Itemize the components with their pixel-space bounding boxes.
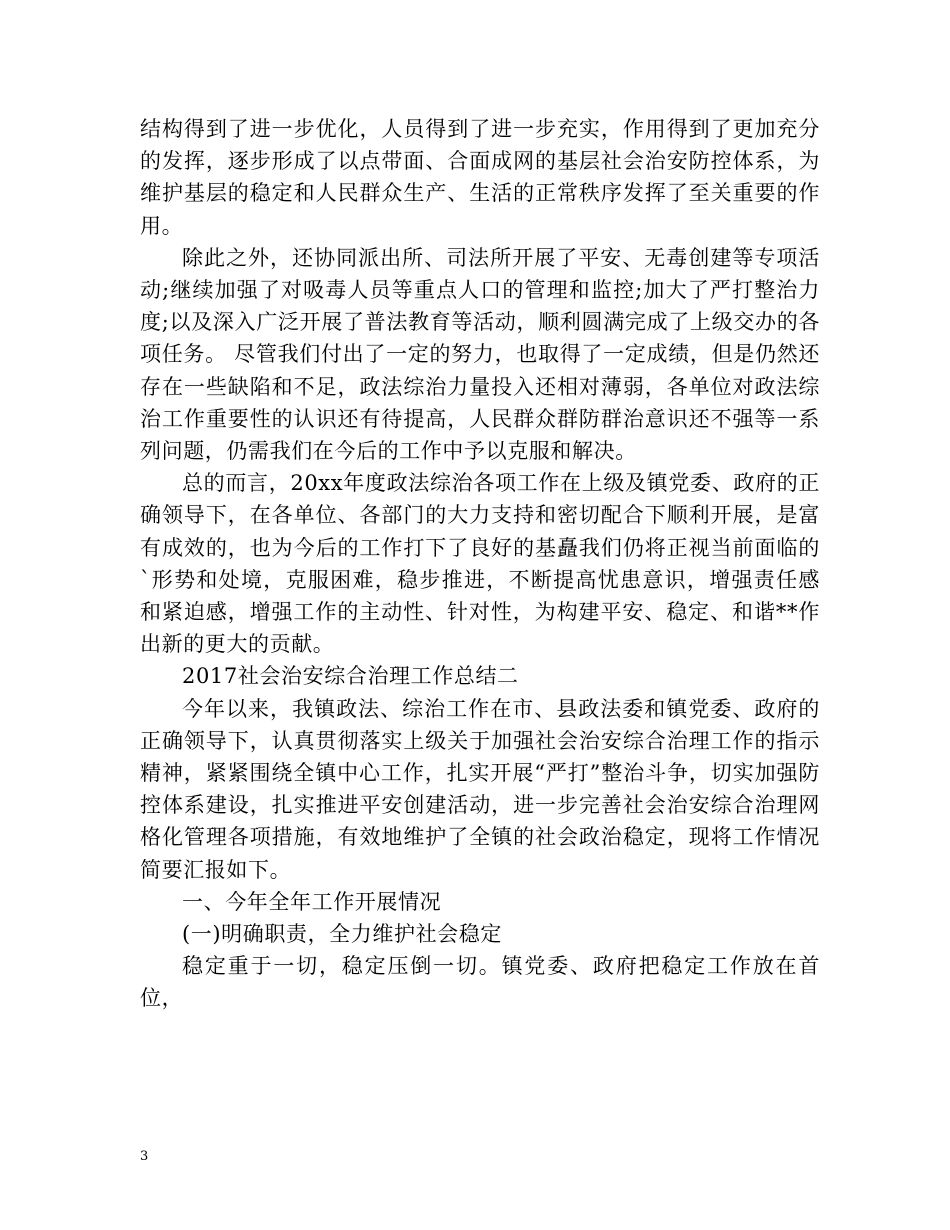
heading-level-1: 一、今年全年工作开展情况: [182, 889, 442, 914]
section-title: 2017社会治安综合治理工作总结二: [182, 664, 519, 689]
paragraph-stability: 稳定重于一切，稳定压倒一切。镇党委、政府把稳定工作放在首位，: [140, 954, 820, 1011]
document-body: [140, 113, 820, 1015]
paragraph-intro: 今年以来，我镇政法、综治工作在市、县政法委和镇党委、政府的正确领导下，认真贯彻落实上级关于加强社会治安综合治理工作的指示精神，紧紧围绕全镇中心工作，扎实开展“严打”整治斗争，切实加强防控体系建设，扎实推进平安创建活动，进一步完善社会治安综合治理网格化管理各项措施，有效地维护了全镇的社会政治稳定，现将工作情况简要汇报如下。: [140, 696, 820, 882]
paragraph-continuation: 结构得到了进一步优化，人员得到了进一步充实，作用得到了更加充分的发挥，逐步形成了以点带面、合面成网的基层社会治安防控体系，为维护基层的稳定和人民群众生产、生活的正常秩序发挥了至关重要的作用。: [140, 117, 820, 238]
heading-level-2: (一)明确职责，全力维护社会稳定: [182, 922, 502, 947]
page-number: 3: [140, 1149, 149, 1164]
paragraph-summary: 总的而言，20xx年度政法综治各项工作在上级及镇党委、政府的正确领导下，在各单位、各部门的大力支持和密切配合下顺利开展，是富有成效的，也为今后的工作打下了良好的基矗我们仍将正视当前面临的`形势和处境，克服困难，稳步推进，不断提高忧患意识，增强责任感和紧迫感，增强工作的主动性、针对性，为构建平安、稳定、和谐**作出新的更大的贡献。: [140, 471, 820, 657]
paragraph-additional-work: 除此之外，还协同派出所、司法所开展了平安、无毒创建等专项活动;继续加强了对吸毒人员等重点人口的管理和监控;加大了严打整治力度;以及深入广泛开展了普法教育等活动，顺利圆满完成了上级交办的各项任务。 尽管我们付出了一定的努力，也取得了一定成绩，但是仍然还存在一些缺陷和不足，政法综治力量投入还相对薄弱，各单位对政法综治工作重要性的认识还有待提高，人民群众群防群治意识还不强等一系列问题，仍需我们在今后的工作中予以克服和解决。: [140, 245, 820, 464]
